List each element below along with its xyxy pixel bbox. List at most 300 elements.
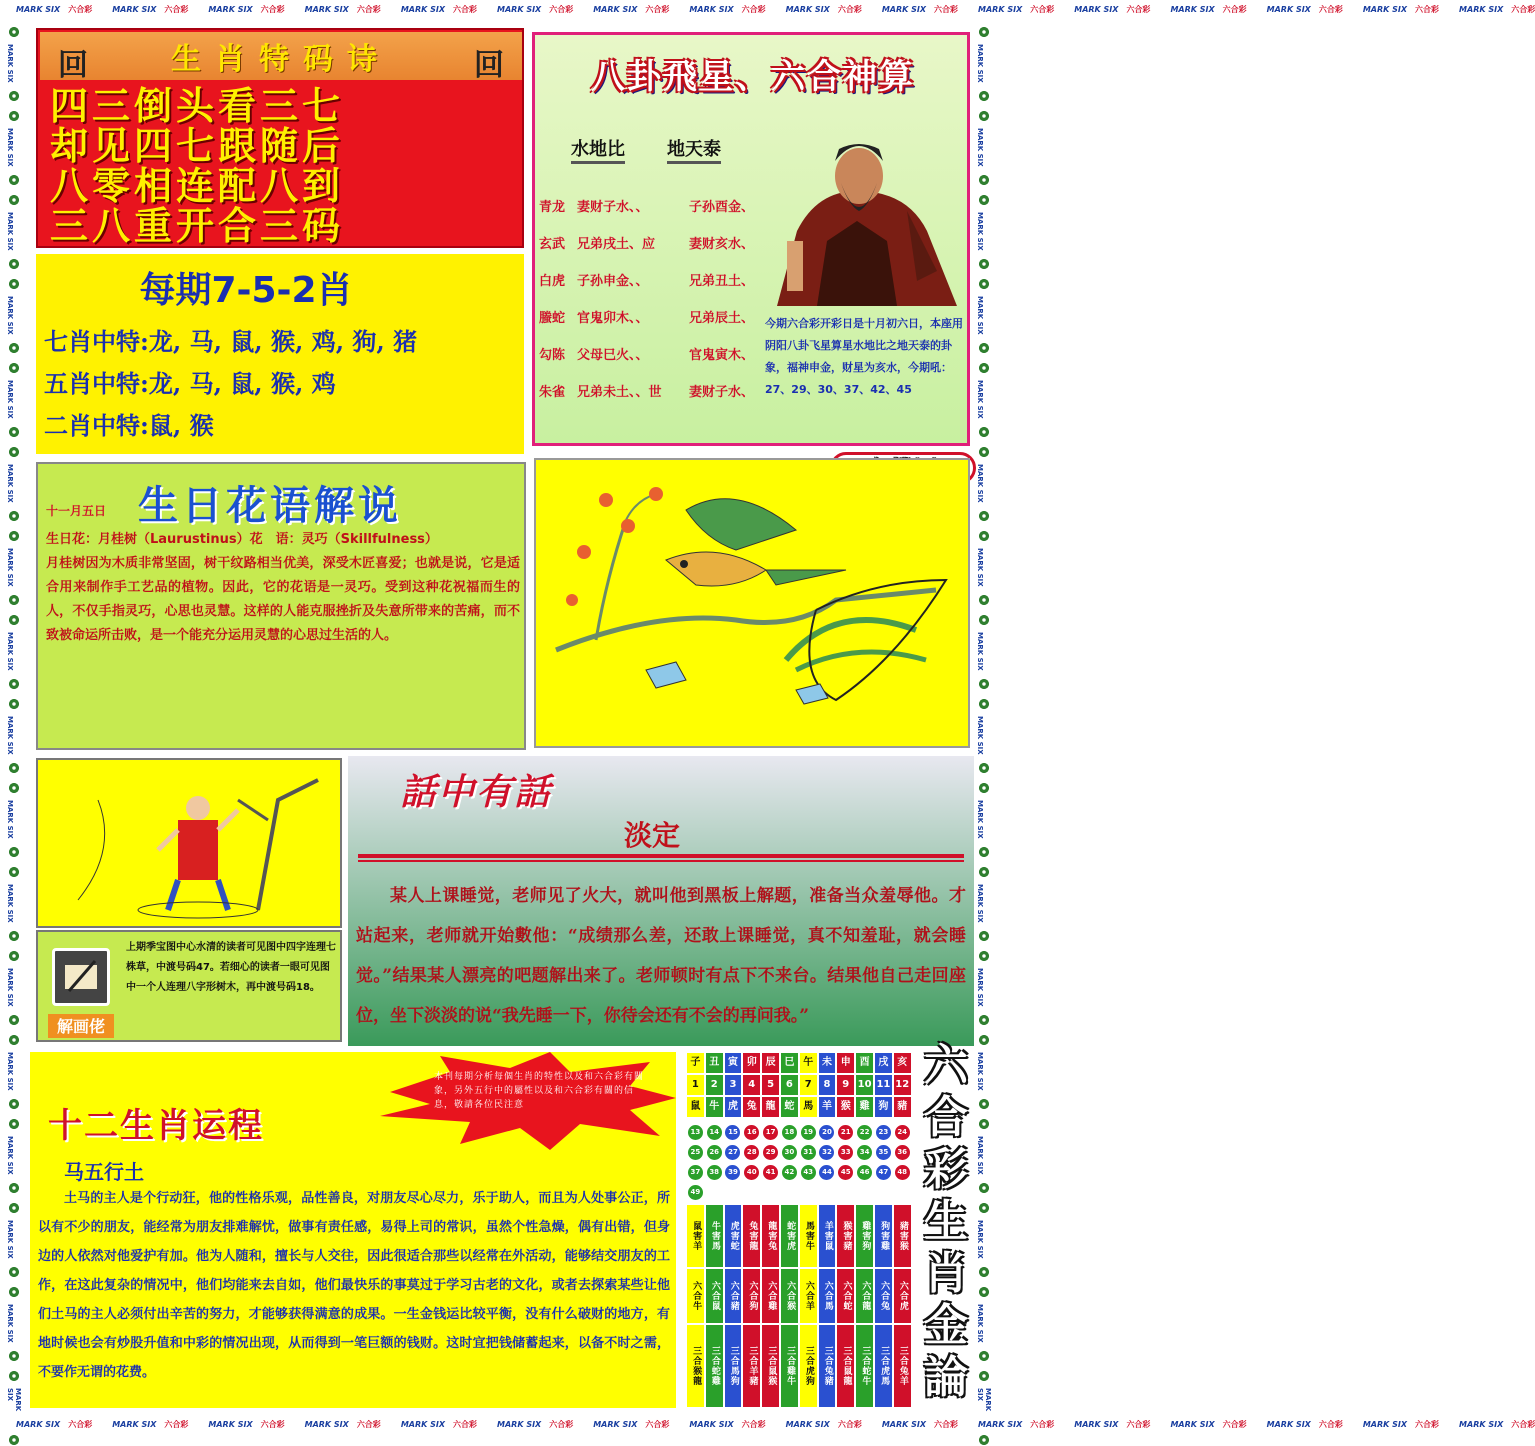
- flower-ornament-icon: [8, 1370, 20, 1382]
- bagua-panel: [532, 32, 970, 446]
- joke-divider: [358, 854, 964, 858]
- joke-body: 某人上课睡觉，老师见了火大，就叫他到黑板上解题，准备当众羞辱他。才站起来，老师就开始數他：“成绩那么差，还敢上课睡觉，真不知羞耻，就会睡觉。”结果某人漂亮的吧题解出来了。老师顿时有点下不来台。结果他自己走回座位，坐下淡淡的说“我先睡一下，你待会还有不会的再问我。”: [356, 886, 966, 1026]
- grid-ball-cell: [780, 1142, 799, 1162]
- border-brand-cn-text: 六合彩: [1415, 4, 1440, 14]
- border-brand-text: MARK SIX: [112, 4, 157, 14]
- grid-number-cell: 1: [686, 1074, 705, 1096]
- flower-ornament-icon: [8, 362, 20, 374]
- grid-ball-cell: [893, 1142, 912, 1162]
- grid-ball-cell: [742, 1122, 761, 1142]
- number-ball: 40: [744, 1165, 759, 1180]
- border-brand-text: MARK SIX: [400, 4, 446, 14]
- picks-row: 五肖中特:龙, 马, 鼠, 猴, 鸡: [44, 369, 336, 398]
- flower-title: 生日花语解说: [138, 482, 402, 529]
- grid-liuhe-cell: 六合豬: [724, 1268, 743, 1324]
- flower-ornament-icon: [8, 1118, 20, 1130]
- border-brand-text: MARK SIX: [16, 4, 61, 14]
- grid-number-cell: 11: [874, 1074, 893, 1096]
- joke-panel: [348, 756, 974, 1046]
- flower-ornament-icon: [978, 446, 990, 458]
- grid-animal-cell: 狗: [874, 1096, 893, 1118]
- number-ball: 43: [801, 1165, 816, 1180]
- grid-ball-cell: [780, 1182, 799, 1202]
- grid-harm-cell: 狗害雞: [874, 1204, 893, 1268]
- flower-ornament-icon: [978, 1182, 990, 1194]
- grid-ball-cell: [724, 1182, 743, 1202]
- border-brand-text: MARK SIX: [497, 1419, 542, 1429]
- grid-ball-cell: [761, 1182, 780, 1202]
- grid-ball-cell: [761, 1142, 780, 1162]
- border-brand-text: MARK SIX: [976, 968, 984, 1007]
- border-brand-cn-text: 六合彩: [1511, 1419, 1535, 1429]
- number-ball: 29: [763, 1145, 778, 1160]
- grid-ball-cell: [780, 1122, 799, 1142]
- border-brand-cn-text: 六合彩: [164, 1419, 189, 1429]
- flower-ornament-icon: [978, 1118, 990, 1130]
- border-brand-text: MARK SIX: [6, 800, 14, 839]
- joke-header: 話中有話: [400, 771, 553, 813]
- flower-ornament-icon: [978, 1370, 990, 1382]
- bagua-cell: 勾陈: [539, 348, 566, 363]
- flower-ornament-icon: [978, 698, 990, 710]
- border-brand-cn-text: 六合彩: [837, 1419, 862, 1429]
- grid-title-column: [916, 1040, 976, 1410]
- number-ball: 38: [707, 1165, 722, 1180]
- grid-number-cell: 8: [818, 1074, 837, 1096]
- flower-ornament-icon: [978, 950, 990, 962]
- grid-ball-cell: [836, 1162, 855, 1182]
- flower-ornament-icon: [8, 1350, 20, 1362]
- flower-ornament-icon: [978, 342, 990, 354]
- flower-ornament-icon: [978, 258, 990, 270]
- zodiac-panel: [30, 1052, 676, 1408]
- number-ball: 46: [857, 1165, 872, 1180]
- flower-ornament-icon: [978, 866, 990, 878]
- border-brand-text: MARK SIX: [1170, 4, 1215, 14]
- border-brand-text: MARK SIX: [976, 1136, 984, 1175]
- grid-harm-cell: 虎害蛇: [724, 1204, 743, 1268]
- border-brand-text: MARK SIX: [1074, 1419, 1119, 1429]
- grid-harm-cell: 龍害兔: [761, 1204, 780, 1268]
- flower-ornament-icon: [8, 510, 20, 522]
- grid-ball-cell: [742, 1182, 761, 1202]
- bagua-table: [539, 187, 769, 409]
- grid-branch-cell: 戌: [874, 1052, 893, 1074]
- flower-ornament-icon: [978, 174, 990, 186]
- border-brand-text: MARK SIX: [689, 1419, 734, 1429]
- number-ball: 28: [744, 1145, 759, 1160]
- grid-ball-cell: [855, 1142, 874, 1162]
- number-ball: 42: [782, 1165, 797, 1180]
- grid-branch-cell: 卯: [742, 1052, 761, 1074]
- bagua-cell: 妻财亥水、: [689, 237, 755, 252]
- grid-animal-cell: 兔: [742, 1096, 761, 1118]
- flower-ornament-icon: [8, 866, 20, 878]
- flower-ornament-icon: [8, 846, 20, 858]
- top-border-band: [0, 0, 1535, 18]
- grid-ball-cell: [799, 1162, 818, 1182]
- grid-number-cell: 10: [855, 1074, 874, 1096]
- grid-animal-cell: 龍: [761, 1096, 780, 1118]
- border-brand-text: MARK SIX: [6, 464, 14, 503]
- poem-title: 生肖特码诗: [171, 42, 391, 77]
- grid-ball-cell: [855, 1182, 874, 1202]
- grid-harm-cell: 蛇害虎: [780, 1204, 799, 1268]
- grid-number-cell: 2: [705, 1074, 724, 1096]
- grid-animal-cell: 鼠: [686, 1096, 705, 1118]
- flower-ornament-icon: [8, 1014, 20, 1026]
- grid-animal-cell: 雞: [855, 1096, 874, 1118]
- border-brand-text: MARK SIX: [1266, 4, 1311, 14]
- grid-ball-cell: [855, 1162, 874, 1182]
- border-brand-text: MARK SIX: [6, 632, 14, 671]
- bagua-cell: 兄弟未土、、世: [577, 385, 662, 400]
- grid-ball-cell: [799, 1122, 818, 1142]
- number-ball: 20: [819, 1125, 834, 1140]
- border-brand-cn-text: 六合彩: [1222, 4, 1247, 14]
- grid-ball-cell: [893, 1162, 912, 1182]
- grid-liuhe-cell: 六合虎: [893, 1268, 912, 1324]
- grid-harm-cell: 兔害龍: [742, 1204, 761, 1268]
- number-ball: 33: [838, 1145, 853, 1160]
- bagua-title: 八卦飛星、六合神算: [591, 57, 915, 97]
- flower-ornament-icon: [8, 678, 20, 690]
- grid-ball-cell: [761, 1122, 780, 1142]
- grid-branch-cell: 申: [836, 1052, 855, 1074]
- zodiac-subtitle: 马五行土: [64, 1160, 144, 1184]
- grid-sanhe-cell: 三合羊豬: [742, 1324, 761, 1408]
- grid-number-cell: 3: [724, 1074, 743, 1096]
- grid-sanhe-cell: 三合鼠猴: [761, 1324, 780, 1408]
- bagua-cell: 官鬼卯木、、: [577, 311, 649, 326]
- number-ball: 15: [725, 1125, 740, 1140]
- border-brand-text: MARK SIX: [1074, 4, 1119, 14]
- poem-line: 却见四七跟随后: [50, 123, 345, 168]
- border-brand-cn-text: 六合彩: [1030, 1419, 1055, 1429]
- flower-ornament-icon: [8, 1202, 20, 1214]
- flower-ornament-icon: [8, 614, 20, 626]
- grid-branch-cell: 寅: [724, 1052, 743, 1074]
- border-brand-text: MARK SIX: [6, 1304, 14, 1343]
- grid-harm-cell: 羊害鼠: [818, 1204, 837, 1268]
- border-brand-cn-text: 六合彩: [1126, 1419, 1151, 1429]
- bagua-cell: 妻财子水、、: [577, 200, 649, 215]
- grid-harm-cell: 雞害狗: [855, 1204, 874, 1268]
- flower-ornament-icon: [8, 1286, 20, 1298]
- flower-ornament-icon: [978, 194, 990, 206]
- picks-title: 每期7-5-2肖: [139, 270, 353, 311]
- bagua-cell: 青龙: [539, 200, 566, 215]
- bagua-note: 今期六合彩开彩日是十月初六日，本座用阴阳八卦飞星算星水地比之地天泰的卦象，福神申金，财星为亥水，今期吼：27、29、30、37、42、45: [765, 317, 963, 396]
- grid-title-char: 合: [924, 1092, 968, 1143]
- flower-ornament-icon: [978, 762, 990, 774]
- flower-panel: [36, 462, 526, 750]
- border-brand-cn-text: 六合彩: [934, 4, 959, 14]
- border-brand-text: MARK SIX: [6, 1052, 14, 1091]
- flower-ornament-icon: [978, 1202, 990, 1214]
- number-ball: 19: [801, 1125, 816, 1140]
- puzzle-label: 解画佬: [48, 1014, 114, 1038]
- border-brand-text: MARK SIX: [593, 1419, 638, 1429]
- bagua-cell: 妻财子水、: [689, 385, 755, 400]
- grid-harm-cell: 馬害牛: [799, 1204, 818, 1268]
- number-ball: 31: [801, 1145, 816, 1160]
- flower-ornament-icon: [8, 426, 20, 438]
- grid-liuhe-cell: 六合牛: [686, 1268, 705, 1324]
- frame-glyph-left: 回: [58, 48, 88, 83]
- flower-ornament-icon: [8, 530, 20, 542]
- joke-title: 淡定: [624, 819, 681, 852]
- border-brand-text: MARK SIX: [112, 1419, 157, 1429]
- grid-ball-cell: [742, 1162, 761, 1182]
- picks-row: 七肖中特:龙, 马, 鼠, 猴, 鸡, 狗, 猪: [44, 327, 418, 356]
- border-brand-text: MARK SIX: [976, 548, 984, 587]
- border-brand-text: MARK SIX: [976, 212, 984, 251]
- border-brand-cn-text: 六合彩: [1030, 4, 1055, 14]
- bagua-cell: 官鬼寅木、: [689, 348, 755, 363]
- number-ball: 18: [782, 1125, 797, 1140]
- bagua-cell: 兄弟戌土、应: [577, 237, 656, 252]
- burst-text: 本刊每期分析每個生肖的特性以及和六合彩有關象，另外五行中的屬性以及和六合彩有關的信息，敬請各位民注意: [434, 1072, 645, 1110]
- border-brand-text: MARK SIX: [208, 1419, 253, 1429]
- grid-liuhe-cell: 六合兔: [874, 1268, 893, 1324]
- border-brand-cn-text: 六合彩: [1222, 1419, 1247, 1429]
- grid-sanhe-cell: 三合兔羊: [893, 1324, 912, 1408]
- border-brand-cn-text: 六合彩: [1126, 4, 1151, 14]
- sage-figure-illustration: [757, 121, 967, 311]
- grid-number-cell: 6: [780, 1074, 799, 1096]
- border-brand-text: MARK SIX: [976, 884, 984, 923]
- grid-number-cell: 4: [742, 1074, 761, 1096]
- poem-line: 四三倒头看三七: [50, 83, 345, 128]
- grid-liuhe-cell: 六合龍: [855, 1268, 874, 1324]
- border-brand-text: MARK SIX: [976, 296, 984, 335]
- poem-panel: [36, 28, 524, 248]
- border-brand-text: MARK SIX: [6, 128, 14, 167]
- number-ball: 13: [688, 1125, 703, 1140]
- number-ball: 17: [763, 1125, 778, 1140]
- grid-ball-cell: [686, 1142, 705, 1162]
- bagua-row: [539, 187, 769, 224]
- flower-ornament-icon: [978, 362, 990, 374]
- border-brand-text: MARK SIX: [208, 4, 253, 14]
- grid-sanhe-cell: 三合雞牛: [780, 1324, 799, 1408]
- flower-body: 月桂树因为木质非常坚固，树干纹路相当优美，深受木匠喜爱；也就是说，它是适合用来制作手工艺品的植物。因此，它的花语是一灵巧。受到这种花祝福而生的人，不仅手指灵巧，心思也灵慧。这样的人能克服挫折及失意所带来的苦痛，而不致被命运所击败，是一个能充分运用灵慧的心思过生活的人。: [46, 556, 520, 643]
- grid-ball-cell: [818, 1122, 837, 1142]
- flower-ornament-icon: [8, 194, 20, 206]
- number-ball: 26: [707, 1145, 722, 1160]
- border-brand-text: MARK SIX: [6, 1136, 14, 1175]
- grid-ball-cell: [705, 1142, 724, 1162]
- border-brand-text: MARK SIX: [881, 1419, 927, 1429]
- grid-number-cell: 12: [893, 1074, 912, 1096]
- grid-ball-cell: [780, 1162, 799, 1182]
- flower-ornament-icon: [8, 26, 20, 38]
- border-brand-text: MARK SIX: [976, 800, 984, 839]
- border-brand-cn-text: 六合彩: [549, 1419, 574, 1429]
- flower-ornament-icon: [8, 698, 20, 710]
- number-ball: 16: [744, 1125, 759, 1140]
- flower-subtitle: 生日花：月桂树（Laurustinus）花 语：灵巧（Skillfulness）: [46, 532, 438, 547]
- flower-ornament-icon: [8, 930, 20, 942]
- border-brand-text: MARK SIX: [978, 4, 1023, 14]
- grid-number-cell: 5: [761, 1074, 780, 1096]
- grid-harm-cell: 牛害馬: [705, 1204, 724, 1268]
- grid-animal-cell: 牛: [705, 1096, 724, 1118]
- zodiac-body: 土马的主人是个行动狂，他的性格乐观，品性善良，对朋友尽心尽力，乐于助人，而且为人处事公正，所以有不少的朋友，能经常为朋友排难解忧，做事有责任感，易得上司的常识，虽然个性急燥，偶有出错，但身边的人依然对他爱护有加。他为人随和，擅长与人交往，因此很适合那些以经常在外活动，能够结交朋友的工作，在这此复杂的情况中，他们均能来去自如，他们最快乐的事莫过于学习古老的文化，或者去探索某些让他们土马的主人必须付出辛苦的努力，才能够获得满意的成果。一生金钱运比较平衡，没有什么破财的地方，有地时候也会有炒股升值和中彩的情况出现，从而得到一笔巨额的钱财。这时宜把钱储蓄起来，以备不时之需，不要作无谓的花费。: [38, 1191, 670, 1380]
- number-ball: 44: [819, 1165, 834, 1180]
- border-brand-text: MARK SIX: [16, 1419, 61, 1429]
- flower-ornament-icon: [8, 1266, 20, 1278]
- flower-ornament-icon: [978, 1434, 990, 1446]
- flower-ornament-icon: [8, 762, 20, 774]
- frame-glyph-right: 回: [474, 48, 504, 83]
- border-brand-cn-text: 六合彩: [164, 4, 189, 14]
- grid-ball-cell: [893, 1182, 912, 1202]
- border-brand-text: MARK SIX: [304, 1419, 349, 1429]
- grid-ball-cell: [874, 1162, 893, 1182]
- grid-branch-cell: 未: [818, 1052, 837, 1074]
- border-brand-cn-text: 六合彩: [837, 4, 862, 14]
- grid-harm-cell: 鼠害羊: [686, 1204, 705, 1268]
- grid-branch-cell: 辰: [761, 1052, 780, 1074]
- number-ball: 37: [688, 1165, 703, 1180]
- grid-ball-cell: [742, 1142, 761, 1162]
- border-brand-text: MARK SIX: [976, 1304, 984, 1343]
- flower-ornament-icon: [8, 258, 20, 270]
- bagua-col1: 水地比: [571, 135, 625, 164]
- left-border-band: [0, 18, 28, 1415]
- border-brand-cn-text: 六合彩: [645, 4, 670, 14]
- border-brand-text: MARK SIX: [1170, 1419, 1215, 1429]
- border-brand-text: MARK SIX: [1266, 1419, 1311, 1429]
- grid-branch-cell: 亥: [893, 1052, 912, 1074]
- picks-row: 二肖中特:鼠, 猴: [44, 411, 214, 440]
- grid-animal-cell: 蛇: [780, 1096, 799, 1118]
- poem-header: [40, 32, 522, 83]
- border-brand-text: MARK SIX: [1459, 4, 1504, 14]
- grid-ball-cell: [686, 1182, 705, 1202]
- grid-sanhe-cell: 三合蛇牛: [855, 1324, 874, 1408]
- border-brand-cn-text: 六合彩: [260, 4, 285, 14]
- border-brand-text: MARK SIX: [978, 1419, 1023, 1429]
- grid-liuhe-cell: 六合馬: [818, 1268, 837, 1324]
- border-brand-cn-text: 六合彩: [68, 4, 93, 14]
- number-ball: 30: [782, 1145, 797, 1160]
- number-ball: 36: [895, 1145, 910, 1160]
- number-ball: 41: [763, 1165, 778, 1180]
- flower-ornament-icon: [978, 1098, 990, 1110]
- border-brand-text: MARK SIX: [1362, 1419, 1408, 1429]
- grid-liuhe-cell: 六合羊: [799, 1268, 818, 1324]
- grid-ball-cell: [724, 1162, 743, 1182]
- grid-branch-cell: 酉: [855, 1052, 874, 1074]
- grid-branch-cell: 巳: [780, 1052, 799, 1074]
- bird-illustration-panel: [534, 458, 970, 748]
- border-brand-text: MARK SIX: [6, 44, 14, 83]
- grid-number-cell: 7: [799, 1074, 818, 1096]
- puzzle-picture-panel: [36, 758, 342, 928]
- flower-ornament-icon: [8, 342, 20, 354]
- grid-harm-cell: 猴害豬: [836, 1204, 855, 1268]
- border-brand-cn-text: 六合彩: [260, 1419, 285, 1429]
- grid-sanhe-cell: 三合兔豬: [818, 1324, 837, 1408]
- border-brand-cn-text: 六合彩: [549, 4, 574, 14]
- border-brand-text: MARK SIX: [785, 4, 830, 14]
- grid-liuhe-cell: 六合狗: [742, 1268, 761, 1324]
- grid-liuhe-cell: 六合雞: [761, 1268, 780, 1324]
- number-ball: 24: [895, 1125, 910, 1140]
- flower-date: 十一月五日: [46, 504, 107, 518]
- bagua-cell: 玄武: [539, 237, 566, 252]
- grid-title-char: 生: [924, 1196, 968, 1247]
- grid-ball-cell: [874, 1182, 893, 1202]
- bagua-row: [539, 224, 769, 261]
- bagua-col2: 地天泰: [667, 135, 721, 164]
- border-brand-text: MARK SIX: [593, 4, 638, 14]
- grid-ball-cell: [724, 1122, 743, 1142]
- flower-ornament-icon: [8, 1182, 20, 1194]
- grid-title-char: 論: [924, 1352, 968, 1403]
- bagua-cell: 螣蛇: [539, 311, 566, 326]
- number-ball: 27: [725, 1145, 740, 1160]
- bagua-cell: 兄弟辰土、: [689, 311, 755, 326]
- grid-sanhe-cell: 三合馬狗: [724, 1324, 743, 1408]
- flower-ornament-icon: [978, 1014, 990, 1026]
- flower-ornament-icon: [978, 530, 990, 542]
- zodiac-title: 十二生肖运程: [48, 1106, 264, 1146]
- flower-ornament-icon: [978, 426, 990, 438]
- border-brand-text: MARK SIX: [304, 4, 349, 14]
- flower-ornament-icon: [978, 510, 990, 522]
- grid-sanhe-cell: 三合鼠龍: [836, 1324, 855, 1408]
- border-brand-cn-text: 六合彩: [741, 4, 766, 14]
- grid-ball-cell: [818, 1162, 837, 1182]
- flower-ornament-icon: [8, 594, 20, 606]
- bagua-cell: 朱雀: [539, 385, 566, 400]
- flower-ornament-icon: [8, 446, 20, 458]
- grid-title-char: 金: [924, 1300, 968, 1351]
- grid-branch-cell: 子: [686, 1052, 705, 1074]
- border-brand-text: MARK SIX: [976, 1220, 984, 1259]
- border-brand-cn-text: 六合彩: [356, 1419, 381, 1429]
- grid-liuhe-cell: 六合蛇: [836, 1268, 855, 1324]
- boy-tree-illustration: [38, 760, 340, 926]
- border-brand-cn-text: 六合彩: [1318, 1419, 1343, 1429]
- grid-title-char: 六: [924, 1040, 968, 1091]
- grid-ball-cell: [893, 1122, 912, 1142]
- grid-ball-cell: [818, 1142, 837, 1162]
- flower-ornament-icon: [978, 110, 990, 122]
- border-brand-text: MARK SIX: [976, 44, 984, 83]
- flower-ornament-icon: [8, 90, 20, 102]
- flower-ornament-icon: [978, 846, 990, 858]
- grid-ball-cell: [705, 1162, 724, 1182]
- flower-ornament-icon: [8, 1034, 20, 1046]
- border-brand-text: MARK SIX: [6, 968, 14, 1007]
- grid-animal-cell: 馬: [799, 1096, 818, 1118]
- border-brand-text: MARK SIX: [497, 4, 542, 14]
- bagua-row: [539, 261, 769, 298]
- grid-title-char: 肖: [924, 1248, 968, 1299]
- flower-ornament-icon: [978, 278, 990, 290]
- border-brand-text: MARK SIX: [785, 1419, 830, 1429]
- grid-ball-cell: [855, 1122, 874, 1142]
- border-brand-text: MARK SIX: [6, 548, 14, 587]
- border-brand-text: MARK SIX: [881, 4, 927, 14]
- grid-ball-cell: [724, 1142, 743, 1162]
- border-brand-cn-text: 六合彩: [1415, 1419, 1440, 1429]
